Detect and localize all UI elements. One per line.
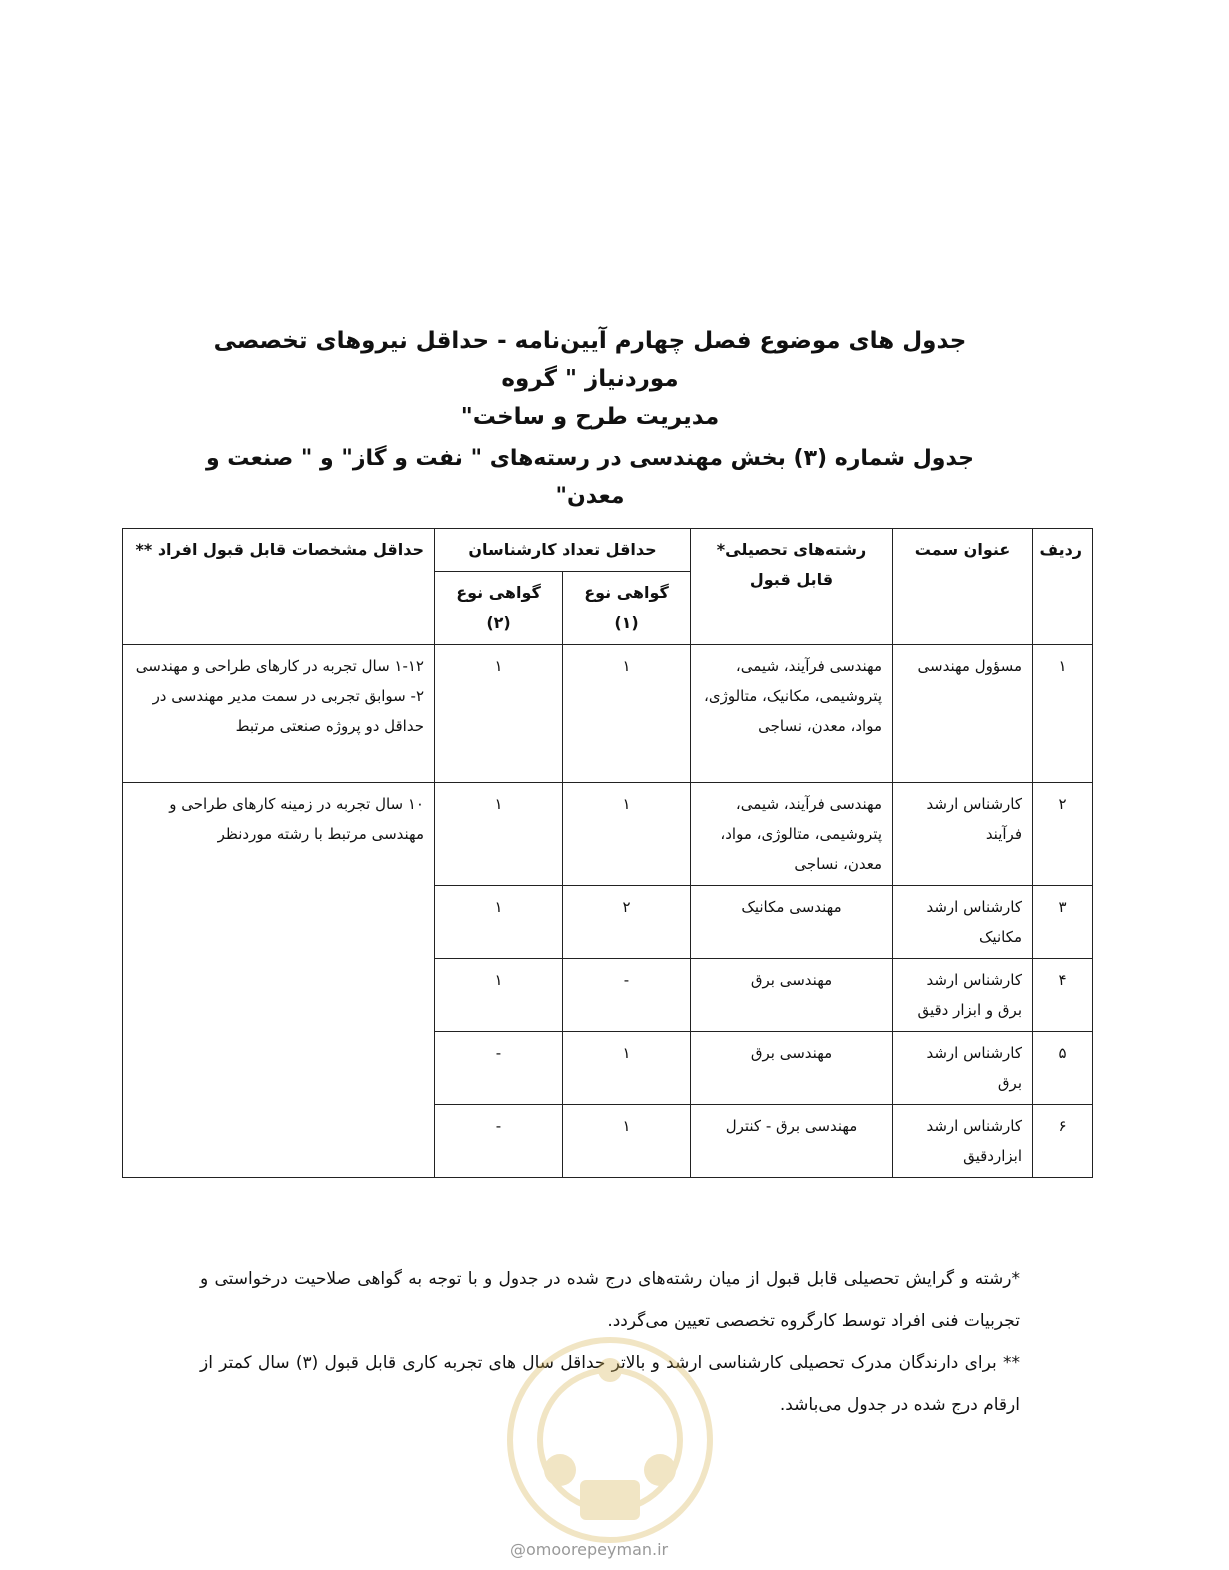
row-cert1: ۱: [563, 645, 691, 783]
row-position: کارشناس ارشد فرآیند: [893, 783, 1033, 886]
row-cert2: -: [435, 1032, 563, 1105]
requirement-2: ۲- سوابق تجربی در سمت مدیر مهندسی در حداقل دو پروژه صنعتی مرتبط: [152, 687, 424, 735]
header-cert2: گواهی نوع (۲): [435, 572, 563, 645]
row-cert1: ۲: [563, 886, 691, 959]
header-row-number: ردیف: [1033, 529, 1093, 645]
row-position: کارشناس ارشد برق: [893, 1032, 1033, 1105]
footnote-1: *رشته و گرایش تحصیلی قابل قبول از میان رشته‌های درج شده در جدول و با توجه به گواهی صلاحیت درخواستی و تجربیات فنی افراد توسط کارگروه تخصصی تعیین می‌گردد.: [200, 1269, 1020, 1331]
row-cert1: ۱: [563, 1032, 691, 1105]
row-fields: مهندسی برق - کنترل: [691, 1105, 893, 1178]
row-number: ۳: [1033, 886, 1093, 959]
row-cert2: ۱: [435, 959, 563, 1032]
table-row: [123, 783, 1093, 886]
row-fields: مهندسی مکانیک: [691, 886, 893, 959]
header-min-specs: حداقل مشخصات قابل قبول افراد **: [123, 529, 435, 645]
row-number: ۵: [1033, 1032, 1093, 1105]
row-fields: مهندسی برق: [691, 959, 893, 1032]
row-fields: مهندسی فرآیند، شیمی، پتروشیمی، متالوژی، مواد، معدن، نساجی: [691, 783, 893, 886]
header-min-experts: حداقل تعداد کارشناسان: [435, 529, 691, 572]
row-cert2: -: [435, 1105, 563, 1178]
header-fields: رشته‌های تحصیلی* قابل قبول: [691, 529, 893, 645]
row-requirements: [123, 645, 435, 783]
row-cert1: ۱: [563, 1105, 691, 1178]
row-number: ۶: [1033, 1105, 1093, 1178]
watermark-site-label: @omoorepeyman.ir: [510, 1540, 669, 1559]
row-cert2: ۱: [435, 783, 563, 886]
footnote-2: ** برای دارندگان مدرک تحصیلی کارشناسی ارشد و بالاتر حداقل سال های تجربه کاری قابل قبول (۳) سال کمتر از ارقام درج شده در جدول می‌باشد.: [200, 1353, 1021, 1415]
row-cert1: ۱: [563, 783, 691, 886]
row-requirements-shared: ۱۰ سال تجربه در زمینه کارهای طراحی و مهندسی مرتبط با رشته موردنظر: [123, 783, 435, 1178]
row-position: کارشناس ارشد مکانیک: [893, 886, 1033, 959]
header-position: عنوان سمت: [893, 529, 1033, 645]
row-position: مسؤول مهندسی: [893, 645, 1033, 783]
requirement-1: ۱-۱۲ سال تجربه در کارهای طراحی و مهندسی: [135, 657, 424, 675]
row-cert2: ۱: [435, 886, 563, 959]
row-cert1: -: [563, 959, 691, 1032]
table-subtitle: جدول شماره (۳) بخش مهندسی در رسته‌های " نفت و گاز" و " صنعت و معدن": [205, 446, 975, 509]
row-number: ۴: [1033, 959, 1093, 1032]
row-number: ۲: [1033, 783, 1093, 886]
title-line-1: جدول های موضوع فصل چهارم آیین‌نامه - حداقل نیروهای تخصصی موردنیاز " گروه: [213, 328, 967, 392]
row-fields: مهندسی برق: [691, 1032, 893, 1105]
requirements-table: [122, 528, 1093, 1178]
watermark-seal-icon: [500, 1330, 720, 1550]
row-position: کارشناس ارشد ابزاردقیق: [893, 1105, 1033, 1178]
row-fields: مهندسی فرآیند، شیمی، پتروشیمی، مکانیک، متالوژی، مواد، معدن، نساجی: [691, 645, 893, 783]
title-line-2: مدیریت طرح و ساخت": [460, 404, 720, 430]
header-cert1: گواهی نوع (۱): [563, 572, 691, 645]
row-position: کارشناس ارشد برق و ابزار دقیق: [893, 959, 1033, 1032]
row-cert2: ۱: [435, 645, 563, 783]
table-header-row: [123, 529, 1093, 572]
table-row: [123, 645, 1093, 783]
page-title: [180, 322, 1000, 436]
row-number: ۱: [1033, 645, 1093, 783]
